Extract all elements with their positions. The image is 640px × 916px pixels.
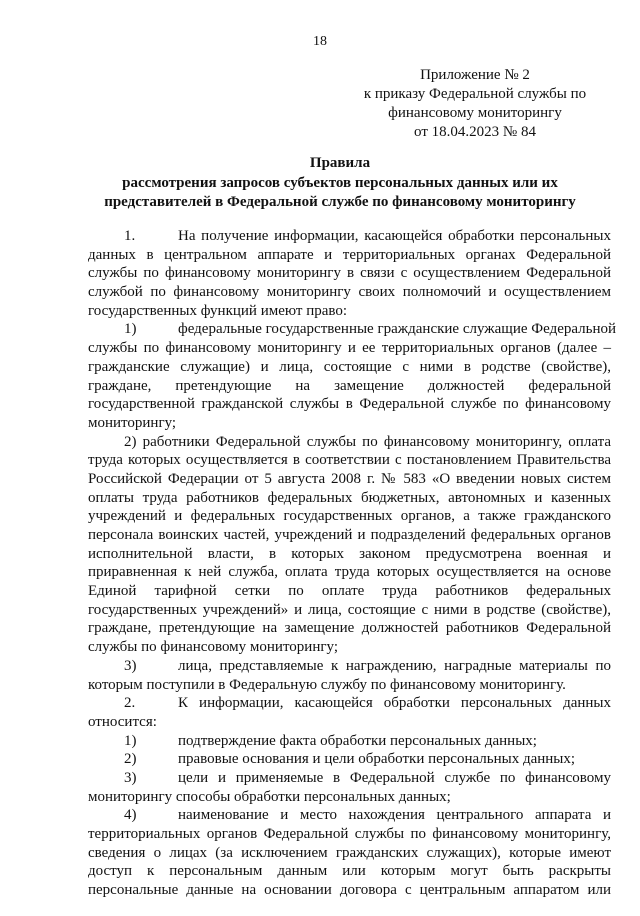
paragraph-number: 2.	[124, 695, 136, 712]
text-line: доступ к персональным данным или которым могут быть раскрыты	[88, 863, 611, 880]
text-line: относится:	[88, 713, 157, 730]
appendix-line: к приказу Федеральной службы по	[363, 86, 587, 102]
item-number: 1)	[124, 732, 137, 749]
text-line: приравненная к ней служба, оплата труда которых осуществляется на основе	[88, 564, 611, 581]
title-line: рассмотрения запросов субъектов персональных данных или их	[122, 174, 558, 191]
text-line: службы по финансовому мониторингу в связи с осуществлением Федеральной	[88, 265, 611, 282]
text-line: сведения о лицах (за исключением гражданских служащих), которые имеют	[88, 844, 611, 861]
item-number: 1)	[124, 321, 137, 338]
item-number: 3)	[124, 657, 137, 674]
text-line: персонала воинских частей, учреждений и подразделений федеральных органов	[88, 527, 611, 543]
subitem-1-1	[88, 320, 617, 339]
subitem-2-3	[88, 769, 611, 788]
text-line: учреждений и федеральных государственных органов, а также гражданского	[88, 508, 611, 525]
text-line: лица, представляемые к награждению, наградные материалы по	[178, 657, 611, 674]
page-number: 18	[313, 34, 327, 49]
text-line: труда которых осуществляется в соответствии с постановлением Правительства	[88, 452, 611, 469]
item-number: 3)	[124, 769, 137, 786]
document-body	[88, 227, 617, 900]
appendix-header	[350, 66, 600, 142]
text-line: государственной гражданской службы в Федеральной службе по финансовому	[88, 396, 611, 413]
subitem-2-1	[88, 732, 611, 751]
paragraph-2	[88, 694, 611, 713]
text-line: подтверждение факта обработки персональных данных;	[178, 732, 537, 749]
paragraph-1	[88, 227, 611, 246]
title-line: Правила	[309, 155, 371, 171]
text-line: Российской Федерации от 5 августа 2008 г. № 583 «О введении новых систем	[88, 470, 611, 487]
text-line: К информации, касающейся обработки персональных данных	[178, 695, 611, 712]
text-line: государственных учреждений» и лица, состоящие с ними в родстве (свойстве),	[88, 601, 611, 618]
text-line: Единой тарифной сетки по оплате труда работников федеральных	[88, 583, 611, 600]
text-line: цели и применяемые в Федеральной службе по финансовому	[178, 769, 611, 786]
text-line: оплаты труда работников федеральных бюджетных, автономных и казенных	[88, 489, 611, 506]
subitem-2-2	[88, 750, 611, 769]
appendix-line: финансовому мониторингу	[388, 105, 562, 121]
text-line: службы по финансовому мониторингу;	[88, 639, 338, 656]
title-line: представителей в Федеральной службе по финансовому мониторингу	[104, 194, 576, 210]
text-line: федеральные государственные гражданские служащие Федеральной	[178, 321, 617, 338]
text-line: На получение информации, касающейся обработки персональных	[178, 228, 611, 244]
text-line: граждане, претендующие на замещение должностей федеральной	[88, 377, 611, 394]
text-line: мониторингу способы обработки персональных данных;	[88, 788, 451, 805]
text-line: правовые основания и цели обработки персональных данных;	[178, 751, 576, 768]
item-number: 4)	[124, 807, 137, 824]
text-line: граждане, претендующие на замещение должностей работников Федеральной	[88, 620, 611, 637]
text-line: государственных функций имеют право:	[88, 302, 348, 319]
text-line: данных в центральном аппарате и территориальных органах Федеральной	[88, 246, 611, 263]
document-title	[60, 154, 620, 213]
text-line: службы по финансовому мониторингу и ее территориальных органов (далее –	[88, 340, 611, 357]
text-line: мониторингу;	[88, 414, 177, 431]
text-line: персональные данные на основании договора с центральным аппаратом или	[88, 882, 611, 899]
subitem-2-4	[88, 806, 611, 825]
appendix-line: Приложение № 2	[420, 67, 530, 83]
text-line: 2) работники Федеральной службы по финансовому мониторингу, оплата	[124, 433, 611, 450]
appendix-line: от 18.04.2023 № 84	[414, 124, 536, 140]
item-number: 2)	[124, 751, 137, 768]
text-line: исполнительной власти, в которых законом предусмотрена военная и	[88, 545, 611, 562]
text-line: службой по финансовому мониторингу своих полномочий и осуществлением	[88, 284, 611, 301]
text-line: территориальных органов Федеральной службы по финансовому мониторингу,	[88, 826, 611, 842]
text-line: которым поступили в Федеральную службу по финансовому мониторингу.	[88, 676, 566, 693]
text-line: гражданские служащие) и лица, состоящие с ними в родстве (свойстве),	[88, 358, 611, 375]
subitem-1-3	[88, 657, 611, 676]
paragraph-number: 1.	[124, 228, 136, 244]
text-line: наименование и место нахождения центрального аппарата и	[178, 807, 611, 824]
